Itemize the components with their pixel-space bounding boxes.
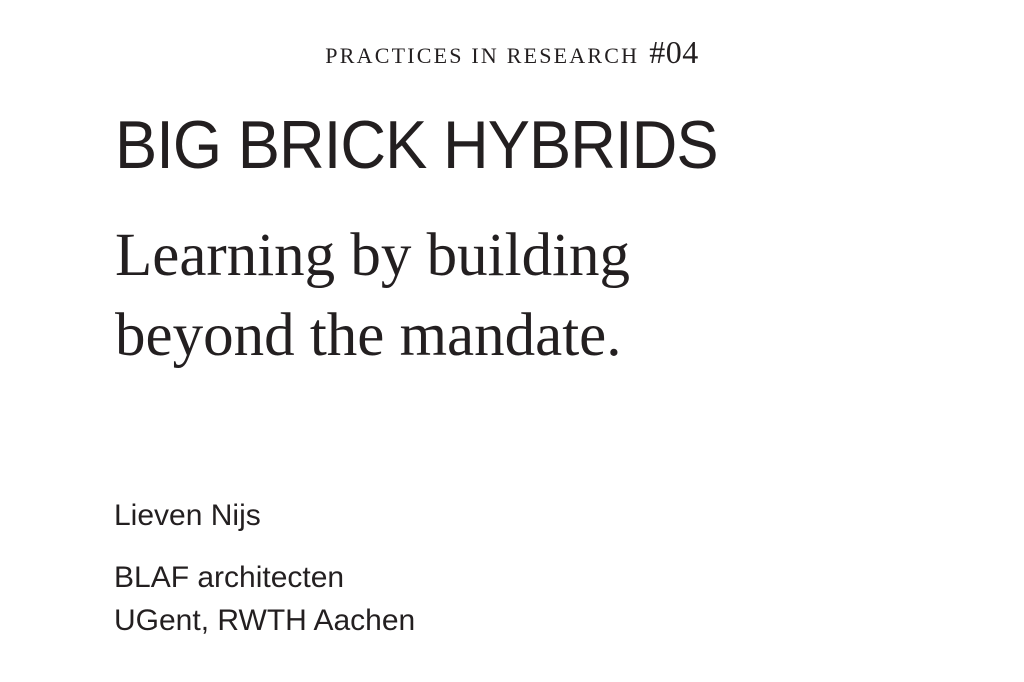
affiliation-block <box>114 556 415 642</box>
page-title: BIG BRICK HYBRIDS <box>115 107 718 183</box>
affiliation-organization: BLAF architecten <box>114 561 345 594</box>
issue-number: #04 <box>649 34 699 70</box>
author-name: Lieven Nijs <box>114 499 261 532</box>
series-header <box>0 36 1024 68</box>
series-label: PRACTICES IN RESEARCH <box>325 43 640 68</box>
subtitle-line-2: beyond the mandate. <box>115 302 622 369</box>
subtitle-line-1: Learning by building <box>115 222 631 289</box>
affiliation-universities: UGent, RWTH Aachen <box>114 604 416 637</box>
page-subtitle <box>115 216 630 376</box>
